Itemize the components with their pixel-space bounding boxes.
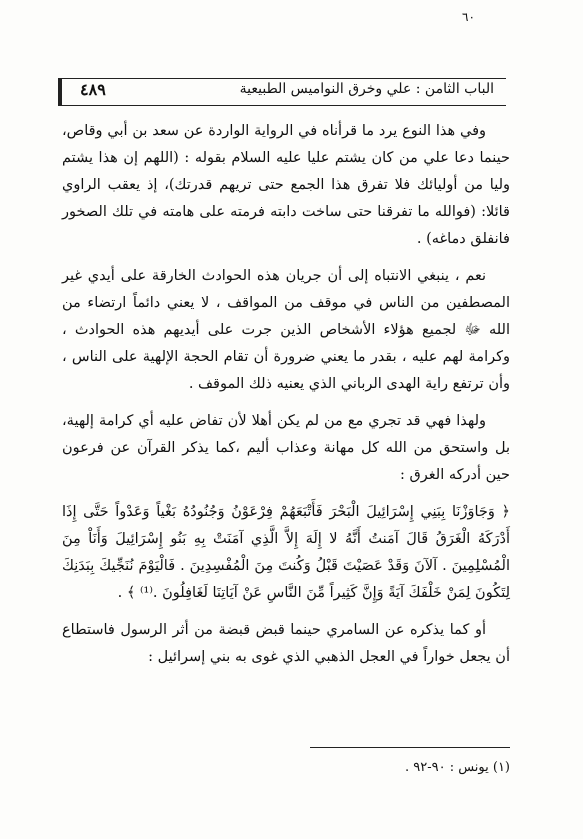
closing-paragraph: أو كما يذكره عن السامري حينما قبض قبضة من أثر الرسول فاستطاع أن يجعل خواراً في العجل الذهبي الذي غوى به بني إسرائيل :	[62, 622, 510, 665]
paragraph-2: نعم ، ينبغي الانتباه إلى أن جريان هذه الحوادث الخارقة على أيدي غير المصطفين من الناس في موقف من المواقف ، لا يعني دائماً ارتضاء من الله ﷻ لجميع هؤلاء الأشخاص الذين جرت على أيديهم هذه الحوادث ، وكرامة لهم عليه ، بقدر ما يعني ضرورة أن تقام الحجة الإلهية على الناس ، وأن ترتفع راية الهدى الرباني الذي يعنيه ذلك الموقف .	[62, 268, 510, 392]
running-header	[58, 78, 506, 110]
page-number: ٤٨٩	[80, 80, 106, 99]
quran-verse: ﴿ وَجَاوَزْنَا بِبَنِي إِسْرَائِيلَ الْبَحْرَ فَأَتْبَعَهُمْ فِرْعَوْنُ وَجُنُودُهُ بَغْياً وَعَدْواً حَتَّى إِذَا أَدْرَكَهُ الْغَرَقُ قَالَ آمَنتُ أَنَّهُ لا إِلَهَ إِلاَّ الَّذِي آمَنَتْ بِهِ بَنُو إِسْرَائِيلَ وَأَنَاْ مِنَ الْمُسْلِمِينَ . آلآنَ وَقَدْ عَصَيْتَ قَبْلُ وَكُنتَ مِنَ الْمُفْسِدِينَ . فَالْيَوْمَ نُنَجِّيكَ بِبَدَنِكَ لِتَكُونَ لِمَنْ خَلْفَكَ آيَةً وَإِنَّ كَثِيراً مِّنَ النَّاسِ عَنْ آيَاتِنَا لَغَافِلُونَ .⁽¹⁾ ﴾ .	[62, 504, 510, 601]
footnote-divider	[310, 747, 510, 748]
paragraph-1: وفي هذا النوع يرد ما قرأناه في الرواية الواردة عن سعد بن أبي وقاص، حينما دعا علي من كان يشتم عليا عليه السلام بقوله : (اللهم إن هذا يشتم وليا من أوليائك فلا تفرق هذا الجمع حتى تريهم قدرتك)، إذ يعقب الراوي قائلا: (فوالله ما تفرقنا حتى ساخت دابته فرمته على هامته في تلك الصخور فانفلق دماغه) .	[62, 123, 510, 247]
chapter-title: الباب الثامن : علي وخرق النواميس الطبيعية	[239, 81, 494, 97]
footnote: (١) يونس : ٩٠-٩٢ .	[404, 760, 510, 775]
corner-mark: ٦٠	[462, 10, 475, 24]
body-text	[62, 118, 510, 671]
paragraph-3: ولهذا فهي قد تجري مع من لم يكن أهلا لأن تفاض عليه أي كرامة إلهية، بل واستحق من الله كل مهانة وعذاب أليم ،كما يذكر القرآن عن فرعون حين أدركه الغرق :	[62, 413, 510, 483]
